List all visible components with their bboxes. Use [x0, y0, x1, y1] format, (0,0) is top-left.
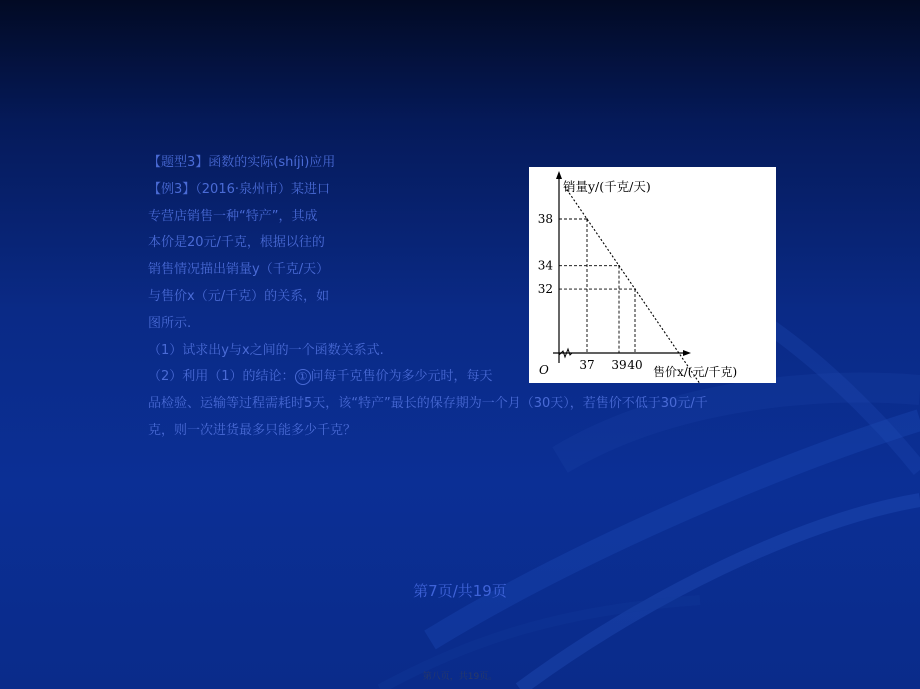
- guide-lines: [559, 219, 635, 353]
- y-axis-arrow: [556, 171, 562, 179]
- x-tick-labels: [579, 358, 642, 372]
- y-axis-label: 销量y/(千克/天): [563, 179, 651, 194]
- origin-label: O: [539, 363, 549, 377]
- y-tick-label: 32: [537, 282, 553, 297]
- problem-line: 销售情况描出销量y（千克/天）: [148, 262, 330, 278]
- x-axis-arrow: [683, 350, 691, 356]
- x-tick-label: 40: [627, 358, 643, 372]
- data-point: [634, 288, 636, 290]
- sales-graph: [529, 167, 776, 383]
- problem-line: 【题型3】函数的实际(shíjì)应用: [148, 155, 336, 170]
- circled-number: ①: [295, 369, 311, 385]
- problem-line: 品检验、运输等过程需耗时5天，该“特产”最长的保存期为一个月（30天），若售价不低于30元/千: [148, 396, 708, 412]
- page-indicator: 第7页/共19页: [413, 582, 507, 600]
- problem-line: 【例3】（2016·泉州市）某进口: [148, 181, 330, 197]
- problem-line: 克，则一次进货最多只能多少千克？: [148, 422, 357, 438]
- problem-line: （1）试求出y与x之间的一个函数关系式.: [148, 342, 384, 358]
- y-tick-label: 38: [537, 212, 553, 226]
- problem-line-part: 问每千克售价为多少元时，每天: [310, 369, 493, 385]
- x-tick-label: 39: [611, 358, 627, 372]
- problem-line: 图所示.: [148, 315, 192, 331]
- data-point: [618, 265, 620, 267]
- x-axis-label: 售价x/(元/千克): [653, 365, 738, 379]
- y-tick-label: 34: [537, 258, 553, 273]
- page-footer: 第八页，共19页。: [422, 672, 498, 682]
- problem-line: 与售价x（元/千克）的关系，如: [148, 288, 330, 304]
- problem-line-part: （2）利用（1）的结论：: [148, 369, 295, 385]
- y-tick-labels: [538, 212, 554, 296]
- x-tick-label: 37: [579, 358, 595, 372]
- data-point: [586, 218, 588, 220]
- problem-line: 专营店销售一种“特产”，其成: [148, 208, 318, 224]
- problem-line: 本价是20元/千克，根据以往的: [148, 235, 325, 251]
- graph-svg: [529, 167, 776, 383]
